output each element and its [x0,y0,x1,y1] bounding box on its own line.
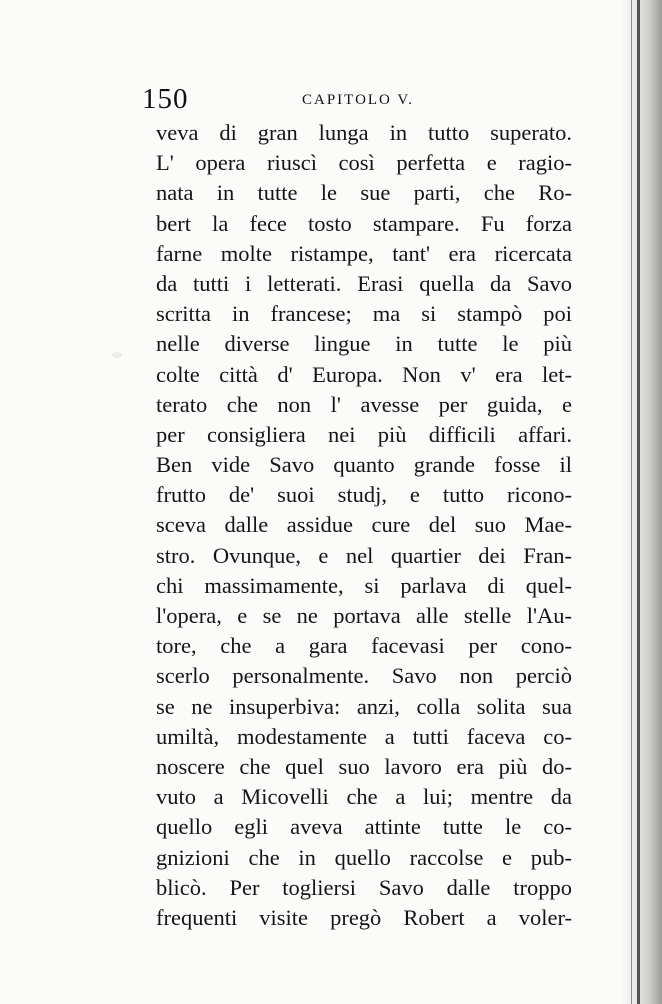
binding-edge [637,0,640,1004]
text-line: da tutti i letterati. Erasi quella da Savo [156,270,572,296]
text-line: frequenti visite pregò Robert a voler- [156,904,572,930]
text-line: L' opera riuscì così perfetta e ragio- [156,150,572,176]
text-line: nelle diverse lingue in tutte le più [156,331,572,357]
text-line: scerlo personalmente. Savo non perciò [156,663,572,689]
binding-shadow [620,0,662,1004]
text-line: stro. Ovunque, e nel quartier dei Fran- [156,542,572,568]
text-line: quello egli aveva attinte tutte le co- [156,814,572,840]
text-line: frutto de' suoi studj, e tutto ricono- [156,482,572,508]
text-line: tore, che a gara facevasi per cono- [156,633,572,659]
running-head: CAPITOLO V. [302,92,415,108]
text-line: se ne insuperbiva: anzi, colla solita sua [156,693,572,719]
text-line: umiltà, modestamente a tutti faceva co- [156,723,572,749]
text-line: vuto a Micovelli che a lui; mentre da [156,784,572,810]
paper-smudge [112,352,122,358]
page-header [142,84,572,114]
text-line: bert la fece tosto stampare. Fu forza [156,210,572,236]
text-line: nata in tutte le sue parti, che Ro- [156,180,572,206]
text-line: sceva dalle assidue cure del suo Mae- [156,512,572,538]
text-line: blicò. Per togliersi Savo dalle troppo [156,874,572,900]
text-line: terato che non l' avesse per guida, e [156,391,572,417]
text-line: chi massimamente, si parlava di quel- [156,572,572,598]
text-line: veva di gran lunga in tutto superato. [156,120,572,145]
text-line: per consigliera nei più difficili affari. [156,421,572,447]
text-line: gnizioni che in quello raccolse e pub- [156,844,572,870]
text-line: noscere che quel suo lavoro era più do- [156,753,572,779]
text-line: l'opera, e se ne portava alle stelle l'Au- [156,603,572,628]
body-text [156,118,572,933]
text-line: colte città d' Europa. Non v' era let- [156,361,572,387]
text-line: Ben vide Savo quanto grande fosse il [156,452,572,478]
text-line: scritta in francese; ma si stampò poi [156,301,572,327]
text-line: farne molte ristampe, tant' era ricercata [156,240,572,266]
page-number: 150 [142,83,189,115]
binding-edge-thin [631,0,632,1004]
